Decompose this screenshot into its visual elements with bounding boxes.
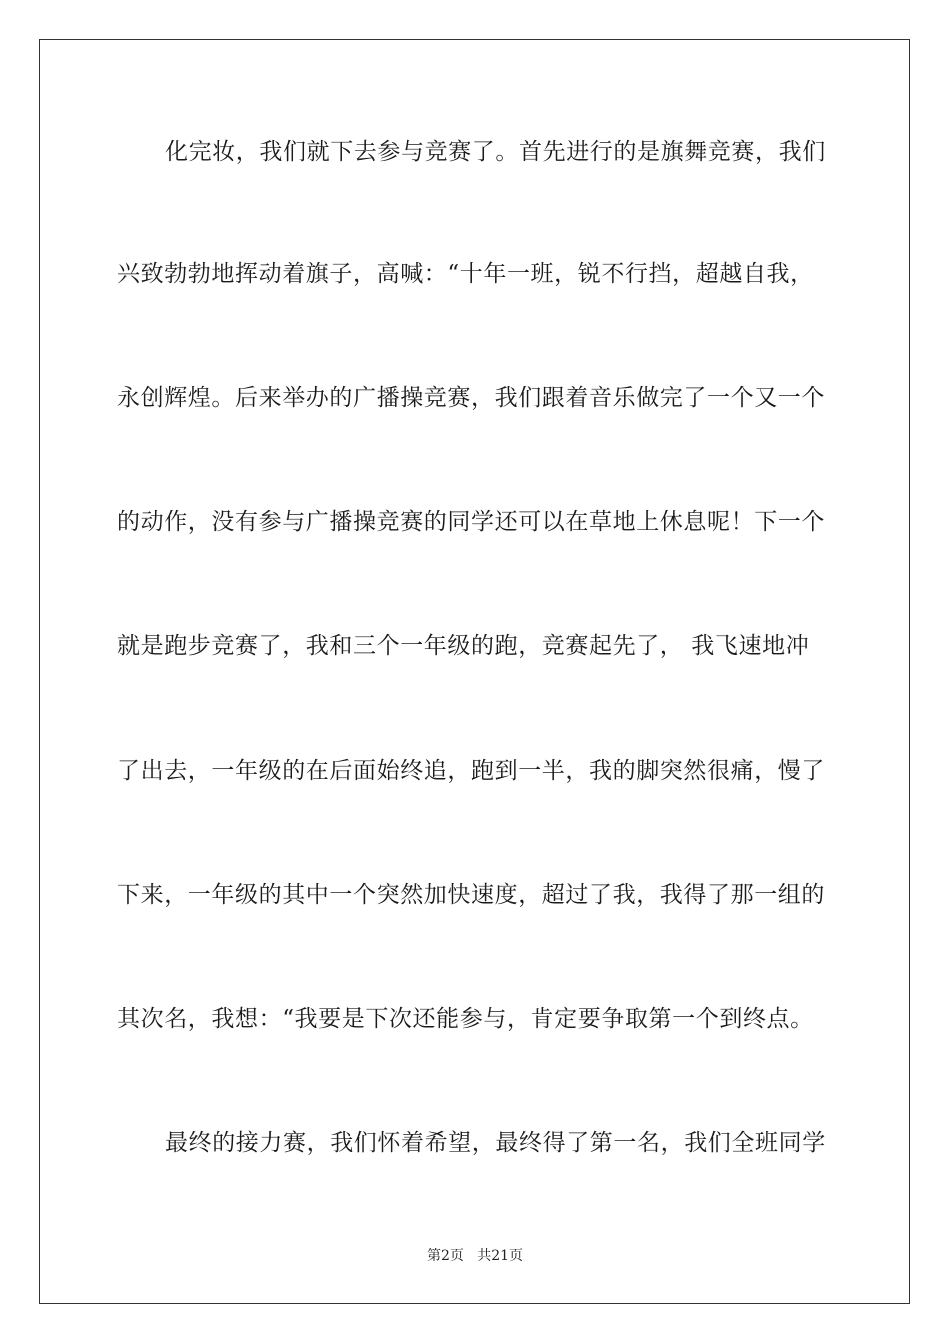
text-line: 了出去，一年级的在后面始终追，跑到一半，我的脚突然很痛，慢了 xyxy=(117,758,825,784)
text-line: 永创辉煌。后来举办的广播操竞赛，我们跟着音乐做完了一个又一个 xyxy=(117,385,825,411)
text-line: 就是跑步竞赛了，我和三个一年级的跑，竞赛起先了， 我飞速地冲 xyxy=(117,633,810,659)
text-line: 最终的接力赛，我们怀着希望，最终得了第一名，我们全班同学 xyxy=(165,1130,826,1156)
text-line: 的动作，没有参与广播操竞赛的同学还可以在草地上休息呢！下一个 xyxy=(117,509,825,535)
text-line: 下来，一年级的其中一个突然加快速度，超过了我，我得了那一组的 xyxy=(117,882,825,908)
page-number: 第2页 共21页 xyxy=(426,1248,524,1264)
page-border xyxy=(39,39,910,1304)
text-line: 兴致勃勃地挥动着旗子，高喊：“十年一班，锐不行挡，超越自我， xyxy=(117,261,814,287)
text-line: 其次名，我想：“我要是下次还能参与，肯定要争取第一个到终点。 xyxy=(117,1006,814,1032)
text-line: 化完妆，我们就下去参与竞赛了。首先进行的是旗舞竞赛，我们 xyxy=(165,139,826,165)
